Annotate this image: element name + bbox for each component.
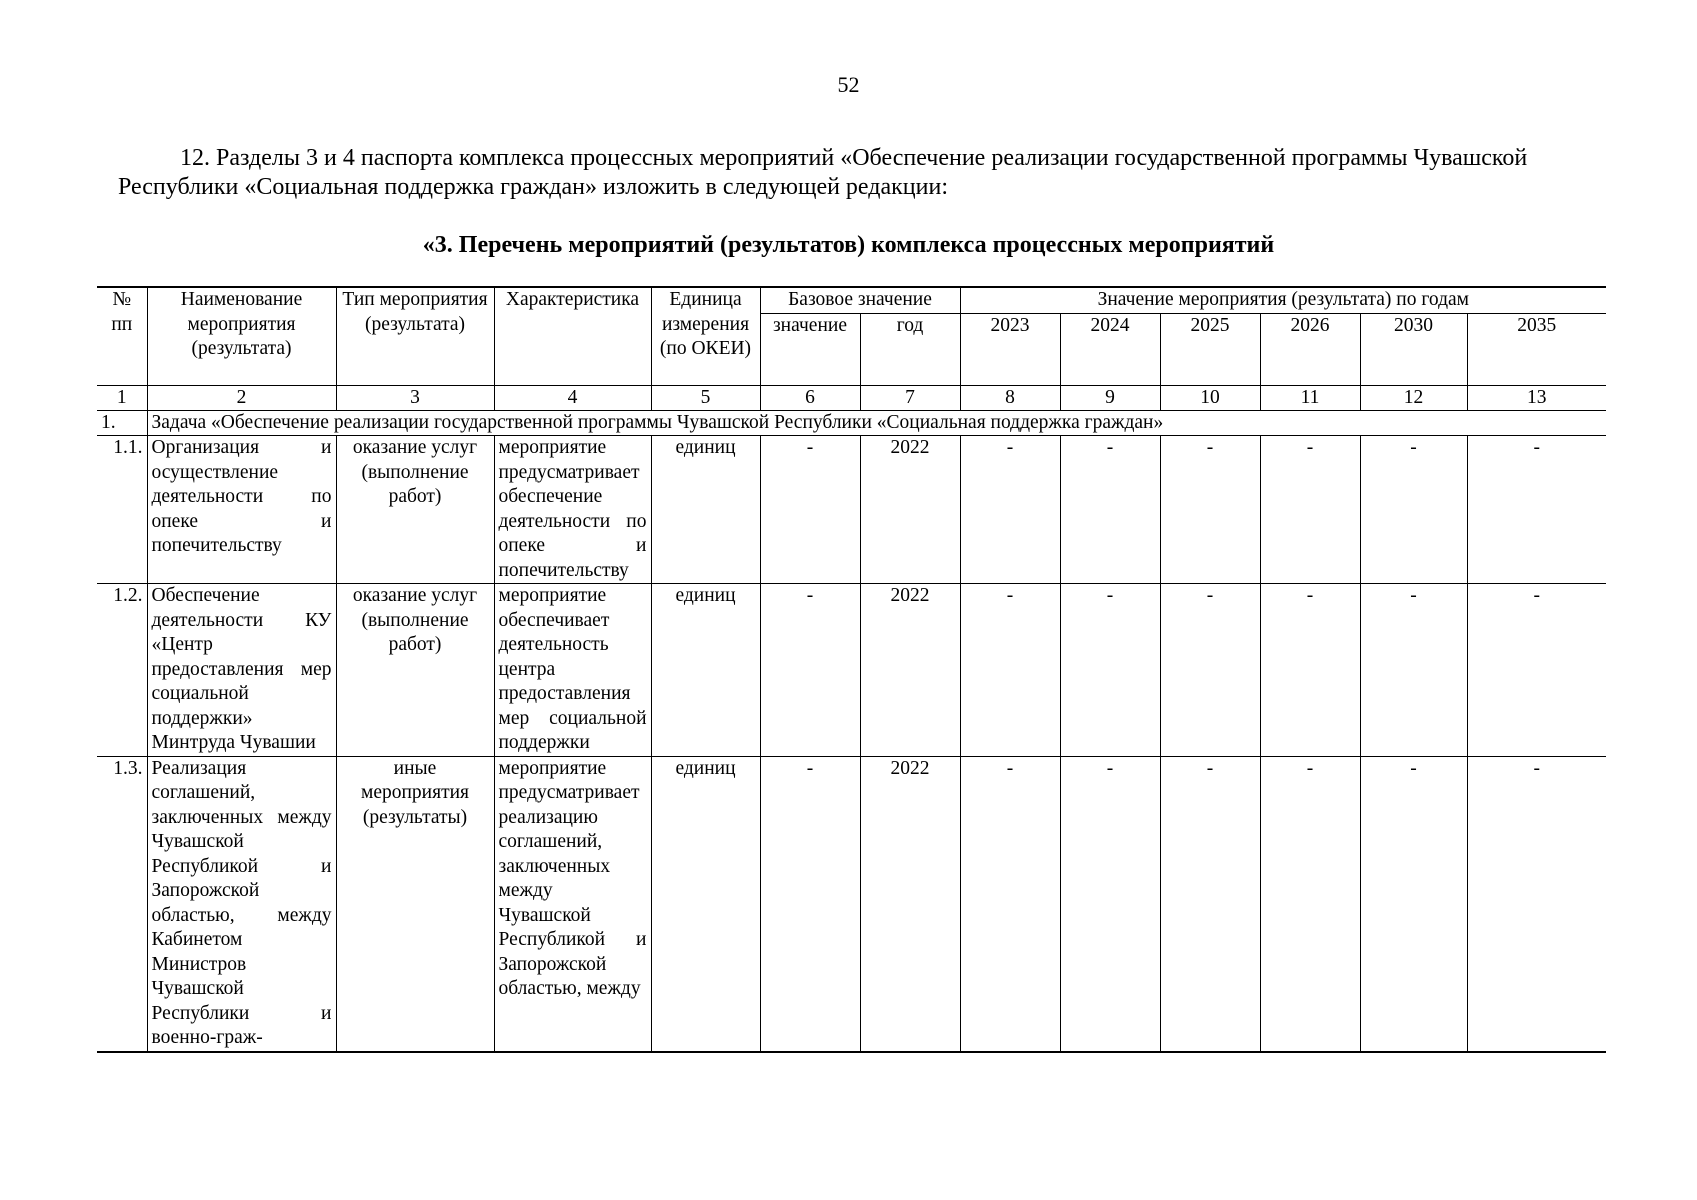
header-year: 2026 [1260, 313, 1360, 385]
column-number: 10 [1160, 385, 1260, 410]
row-value: - [1160, 756, 1260, 1052]
page-number: 52 [837, 72, 860, 97]
row-value: - [1360, 584, 1467, 757]
column-number: 4 [494, 385, 651, 410]
column-number: 6 [760, 385, 860, 410]
task-row [97, 410, 1606, 436]
row-value: - [1160, 584, 1260, 757]
row-value: - [1060, 756, 1160, 1052]
column-number: 1 [97, 385, 147, 410]
row-value: - [1360, 436, 1467, 584]
row-name: Реализация соглашений, заключенных между Чувашской Республикой и Запорожской областью, между Кабинетом Министров Чувашской Республики и военно-граж- [147, 756, 336, 1052]
column-number: 5 [651, 385, 760, 410]
table-row [97, 436, 1606, 584]
row-value: - [1260, 584, 1360, 757]
row-name: Организация и осуществление деятельности по опеке и попечительству [147, 436, 336, 584]
row-unit: единиц [651, 436, 760, 584]
column-number: 3 [336, 385, 494, 410]
column-number: 11 [1260, 385, 1360, 410]
row-type: оказание услуг (выполнение работ) [336, 436, 494, 584]
row-value: - [960, 584, 1060, 757]
measures-table [97, 286, 1606, 1053]
intro-paragraph: 12. Разделы 3 и 4 паспорта комплекса процессных мероприятий «Обеспечение реализации государственной программы Чувашской Республики «Социальная поддержка граждан» изложить в следующей редакции: [118, 145, 1528, 200]
header-values-by-year: Значение мероприятия (результата) по годам [960, 287, 1606, 313]
column-number: 13 [1467, 385, 1606, 410]
row-value: - [1060, 584, 1160, 757]
table-row [97, 584, 1606, 757]
header-year: 2035 [1467, 313, 1606, 385]
row-num: 1.2. [97, 584, 147, 757]
row-value: - [960, 436, 1060, 584]
row-unit: единиц [651, 756, 760, 1052]
header-base-val: значение [760, 313, 860, 385]
section-title: «3. Перечень мероприятий (результатов) комплекса процессных мероприятий [422, 232, 1275, 258]
row-value: - [1467, 756, 1606, 1052]
column-number: 8 [960, 385, 1060, 410]
header-unit: Единица измерения (по ОКЕИ) [651, 287, 760, 385]
row-value: - [960, 756, 1060, 1052]
task-text: Задача «Обеспечение реализации государственной программы Чувашской Республики «Социальная поддержка граждан» [147, 410, 1606, 436]
row-type: иные мероприятия (результаты) [336, 756, 494, 1052]
table-row [97, 756, 1606, 1052]
row-value: - [1467, 584, 1606, 757]
column-number-row [97, 385, 1606, 410]
header-year: 2025 [1160, 313, 1260, 385]
row-num: 1.1. [97, 436, 147, 584]
row-value: - [1260, 756, 1360, 1052]
header-type: Тип мероприятия (результата) [336, 287, 494, 385]
header-characteristic: Характеристика [494, 287, 651, 385]
column-number: 2 [147, 385, 336, 410]
header-year: 2030 [1360, 313, 1467, 385]
row-type: оказание услуг (выполнение работ) [336, 584, 494, 757]
row-base-year: 2022 [860, 756, 960, 1052]
row-base-value: - [760, 436, 860, 584]
row-characteristic: мероприятие обеспечивает деятельность центра предоставления мер социальной поддержки [494, 584, 651, 757]
task-num: 1. [97, 410, 147, 436]
row-characteristic: мероприятие предусматривает обеспечение деятельности по опеке и попечительству [494, 436, 651, 584]
header-row-top [97, 287, 1606, 313]
row-base-value: - [760, 756, 860, 1052]
row-base-year: 2022 [860, 584, 960, 757]
row-name: Обеспечение деятельности КУ «Центр предоставления мер социальной поддержки» Минтруда Чувашии [147, 584, 336, 757]
column-number: 7 [860, 385, 960, 410]
header-year: 2023 [960, 313, 1060, 385]
column-number: 12 [1360, 385, 1467, 410]
row-unit: единиц [651, 584, 760, 757]
header-base-value: Базовое значение [760, 287, 960, 313]
row-value: - [1467, 436, 1606, 584]
header-base-year: год [860, 313, 960, 385]
row-base-value: - [760, 584, 860, 757]
row-value: - [1260, 436, 1360, 584]
row-base-year: 2022 [860, 436, 960, 584]
header-num: № пп [97, 287, 147, 385]
header-year: 2024 [1060, 313, 1160, 385]
column-number: 9 [1060, 385, 1160, 410]
row-value: - [1060, 436, 1160, 584]
row-value: - [1360, 756, 1467, 1052]
row-num: 1.3. [97, 756, 147, 1052]
row-characteristic: мероприятие предусматривает реализацию соглашений, заключенных между Чувашской Республикой и Запорожской областью, между [494, 756, 651, 1052]
header-name: Наименование мероприятия (результата) [147, 287, 336, 385]
row-value: - [1160, 436, 1260, 584]
